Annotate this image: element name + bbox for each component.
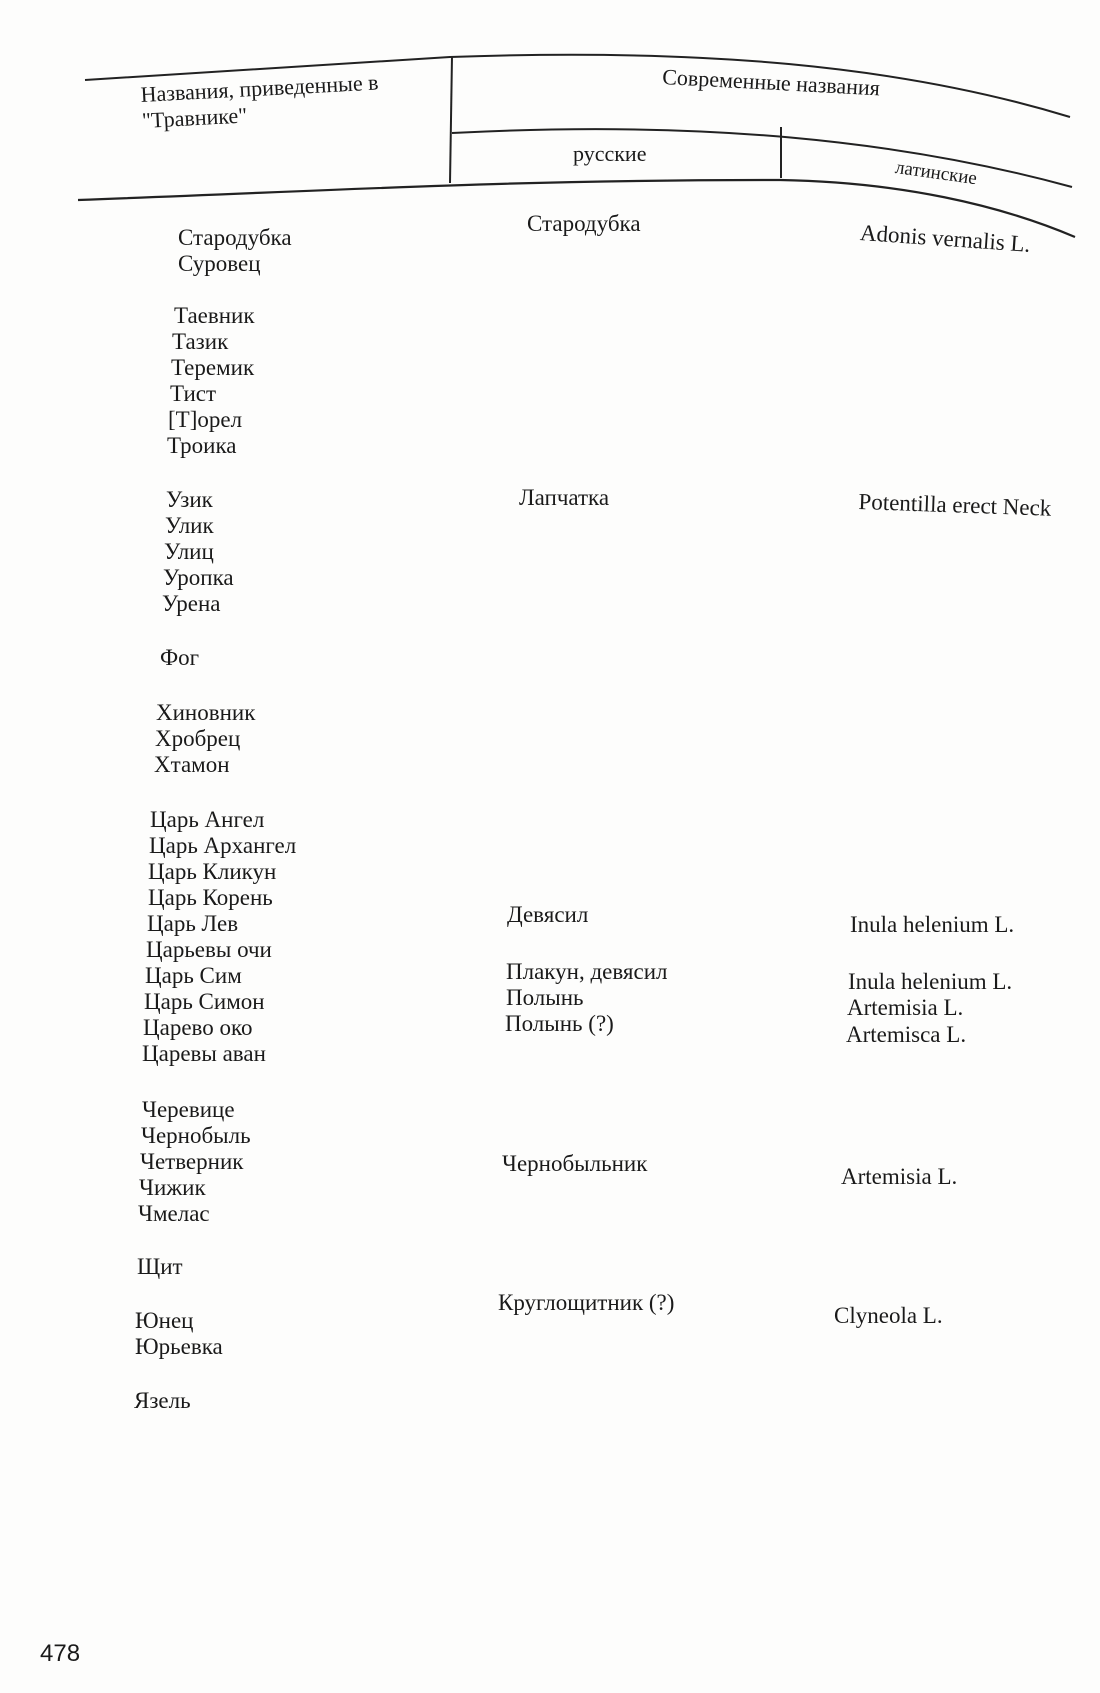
old-name: Царево око <box>143 1015 253 1040</box>
old-name: Хиновник <box>156 700 256 725</box>
latin-name: Inula helenium L. <box>848 969 1013 994</box>
old-name: Стародубка <box>178 225 292 250</box>
russian-name: Девясил <box>507 902 589 927</box>
russian-name: Плакун, девясил <box>506 959 668 984</box>
latin-name: Artemisia L. <box>847 995 964 1020</box>
latin-name: Adonis vernalis L. <box>859 220 1032 257</box>
old-name: Таевник <box>174 303 255 328</box>
russian-name: Полынь (?) <box>505 1011 614 1036</box>
old-name: Хробрец <box>155 726 241 751</box>
old-name: Царь Кликун <box>148 859 277 884</box>
latin-name: Artemisia L. <box>841 1164 958 1189</box>
old-name: Царь Симон <box>144 989 265 1014</box>
russian-name: Полынь <box>506 985 584 1010</box>
old-name: Узик <box>166 487 213 512</box>
old-name: Тист <box>170 381 217 406</box>
old-name: Улик <box>165 513 214 538</box>
latin-name: Potentilla erect Neck <box>858 489 1052 521</box>
old-name: Урена <box>162 591 221 616</box>
old-name: Троика <box>167 433 237 458</box>
old-name: Тазик <box>172 329 229 354</box>
russian-name: Круглощитник (?) <box>498 1290 675 1315</box>
russian-name: Лапчатка <box>519 485 610 510</box>
old-name: Четверник <box>140 1149 244 1174</box>
old-name: Суровец <box>178 251 261 276</box>
header-old-names: Названия, приведенные в "Травнике" <box>140 69 380 133</box>
old-name: Царь Сим <box>145 963 242 988</box>
header-mid-rule <box>452 129 1072 187</box>
old-name: Царь Ангел <box>150 807 265 832</box>
old-name: Чмелас <box>138 1201 210 1226</box>
old-name: [Т]орел <box>168 407 243 432</box>
old-name: Чижик <box>139 1175 206 1200</box>
old-name: Юрьевка <box>135 1334 223 1359</box>
header-latin: латинские <box>893 156 979 190</box>
old-name: Чернобыль <box>141 1123 251 1148</box>
old-name: Язель <box>134 1388 191 1413</box>
old-name: Царь Лев <box>147 911 239 936</box>
latin-name: Inula helenium L. <box>850 912 1015 937</box>
old-name: Хтамон <box>154 752 230 777</box>
old-name: Фог <box>160 645 200 670</box>
latin-name: Artemisca L. <box>846 1022 967 1047</box>
header-modern-names: Современные названия <box>661 64 881 101</box>
old-name: Щит <box>137 1254 183 1279</box>
old-name: Царь Архангел <box>149 833 297 858</box>
old-name: Уропка <box>163 565 234 590</box>
latin-name: Clyneola L. <box>834 1303 943 1328</box>
russian-name: Чернобыльник <box>502 1151 648 1176</box>
header-vertical-divider-1 <box>450 56 452 183</box>
old-name: Царевы аван <box>142 1041 266 1066</box>
old-name: Черевице <box>142 1097 235 1122</box>
russian-name: Стародубка <box>527 211 641 236</box>
page-number: 478 <box>40 1640 81 1667</box>
old-name: Улиц <box>164 539 214 564</box>
old-name: Юнец <box>135 1308 194 1333</box>
old-name: Царь Корень <box>148 885 273 910</box>
old-name: Царьевы очи <box>146 937 272 962</box>
old-name: Теремик <box>171 355 255 380</box>
header-russian: русские <box>573 141 647 166</box>
